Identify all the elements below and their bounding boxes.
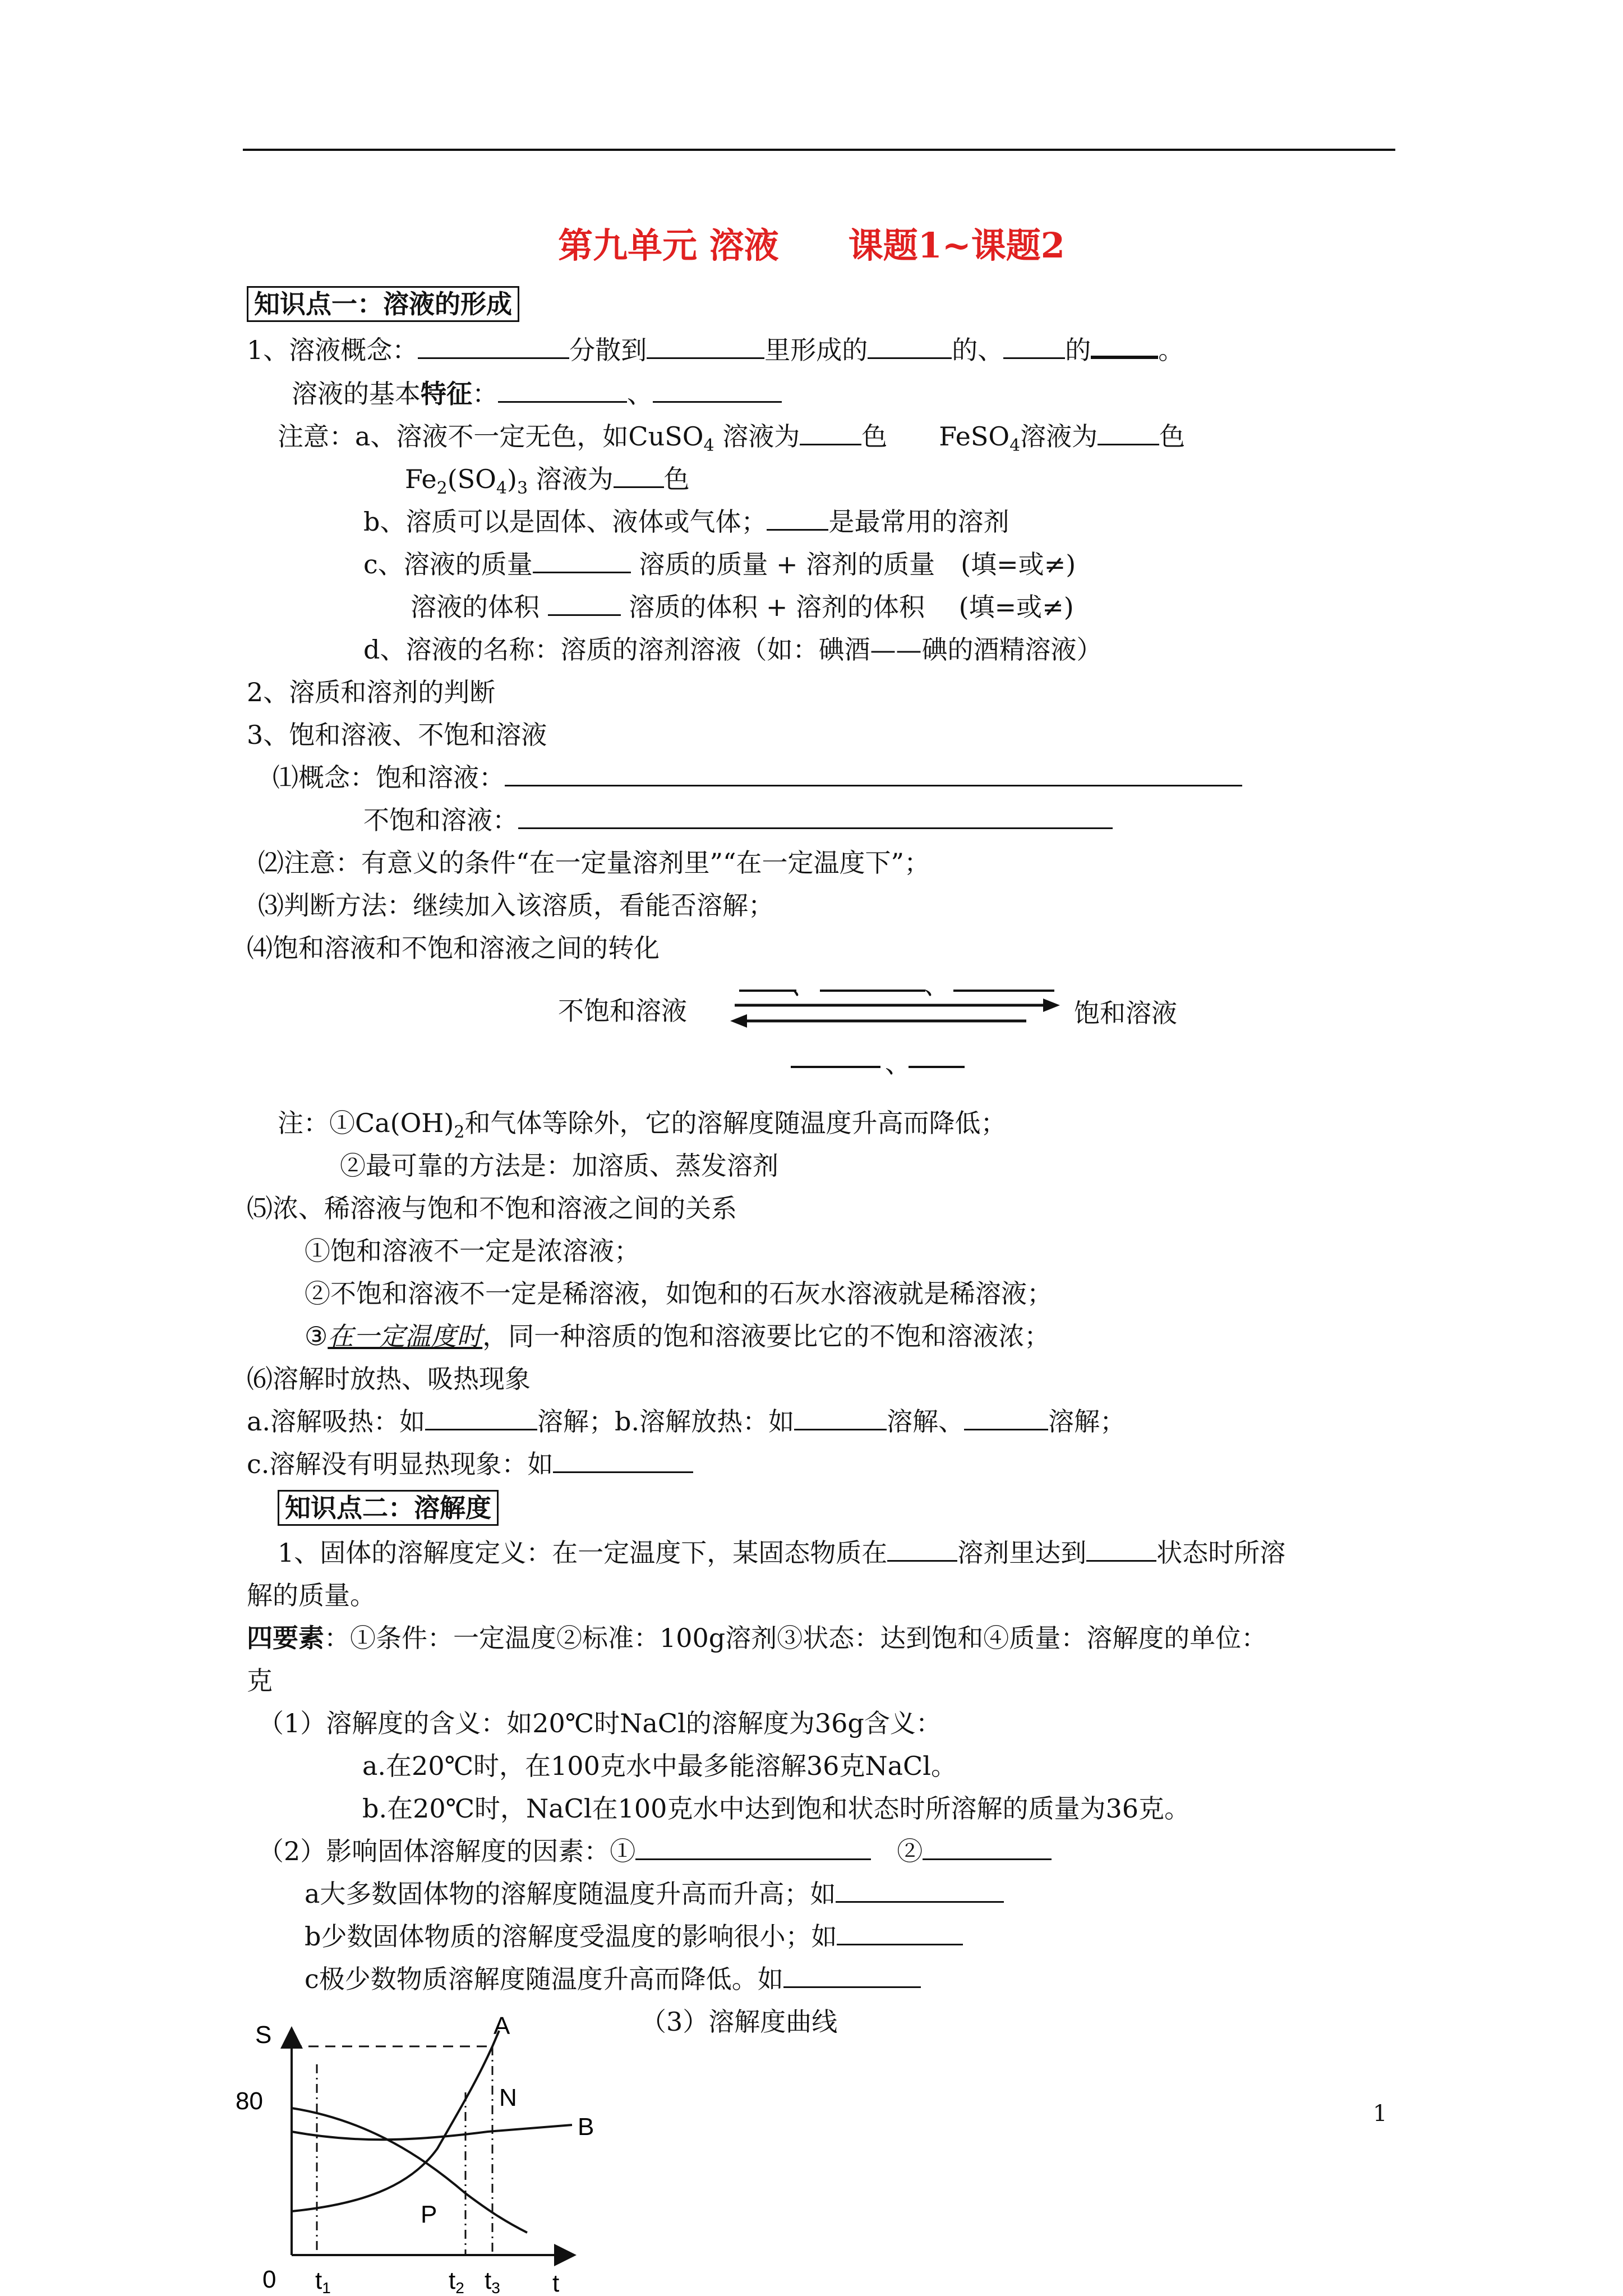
conversion-arrows — [723, 976, 1071, 1083]
line-note-a2 — [405, 462, 690, 505]
section-2-header: 知识点二：溶解度 — [278, 1490, 499, 1526]
text: c.溶解没有明显热现象：如 — [247, 1449, 554, 1479]
label-A: A — [494, 2012, 510, 2040]
blank[interactable] — [1091, 334, 1158, 359]
top-rule — [243, 149, 1395, 151]
blank[interactable] — [553, 1450, 693, 1473]
line-factor-a — [305, 1877, 1004, 1911]
section-1-header: 知识点一：溶液的形成 — [247, 286, 519, 322]
label-80: 80 — [236, 2087, 263, 2115]
text: 4 — [1009, 436, 1021, 456]
label-t1: t1 — [315, 2267, 331, 2294]
arrow-backward-head — [730, 1014, 747, 1028]
line-judge-method: ⑶判断方法：继续加入该溶质，看能否溶解； — [258, 890, 774, 921]
line-solute-solvent: 2、溶质和溶剂的判断 — [247, 677, 496, 707]
text: 的、 — [952, 335, 1004, 365]
blank[interactable] — [767, 508, 828, 531]
blank[interactable] — [653, 380, 782, 403]
line-note-1 — [278, 1106, 1006, 1149]
line-conc-relation: ⑸浓、稀溶液与饱和不饱和溶液之间的关系 — [247, 1193, 737, 1223]
text: 、 — [627, 379, 653, 409]
line-definition-1 — [278, 1536, 1285, 1570]
conv-right-label: 饱和溶液 — [1074, 998, 1177, 1028]
text: 溶液的基本 — [292, 379, 421, 409]
line-meaning-a: a.在20℃时，在100克水中最多能溶解36克NaCl。 — [362, 1751, 957, 1781]
blank[interactable] — [783, 1965, 921, 1988]
line-meaning-b: b.在20℃时，NaCl在100克水中达到饱和状态时所溶解的质量为36克。 — [362, 1793, 1190, 1824]
solubility-curve-graph — [224, 2008, 617, 2294]
blank[interactable] — [518, 806, 1113, 829]
text: 状态时所溶 — [1156, 1538, 1286, 1568]
conv-sep-3: 、 — [885, 1048, 911, 1079]
line-rel-1: ①饱和溶液不一定是浓溶液； — [305, 1236, 640, 1266]
curve-B — [292, 2125, 572, 2139]
line-heat-c — [247, 1447, 693, 1481]
text: b、溶质可以是固体、液体或气体； — [363, 507, 767, 537]
line-factors — [258, 1834, 1052, 1868]
blank[interactable] — [505, 763, 1242, 786]
page-title: 第九单元 溶液 课题1~课题2 — [558, 225, 1065, 266]
text: c极少数物质溶解度随温度升高而降低。如 — [305, 1964, 783, 1994]
text: 1、固体的溶解度定义：在一定温度下，某固态物质在 — [278, 1538, 888, 1568]
text: (SO — [447, 464, 496, 494]
text: 色 — [1159, 421, 1186, 452]
conv-sep-1: 、 — [791, 970, 817, 1000]
section-1-header-row — [247, 287, 519, 321]
text: （2）影响固体溶解度的因素：① — [258, 1836, 636, 1866]
text: b少数固体物质的溶解度受温度的影响很小；如 — [305, 1921, 837, 1952]
blank[interactable] — [923, 1837, 1052, 1860]
text: ) — [506, 464, 517, 494]
text: ② — [871, 1836, 923, 1866]
blank[interactable] — [647, 336, 764, 359]
blank[interactable] — [548, 593, 621, 616]
text: 注：①Ca(OH) — [278, 1108, 454, 1138]
line-rel-3 — [305, 1319, 1050, 1353]
text: 色 — [663, 464, 690, 494]
text: ： — [472, 379, 498, 409]
text: a大多数固体物的溶解度随温度升高而升高；如 — [305, 1879, 836, 1909]
line-curve-title: （3）溶解度曲线 — [640, 2007, 838, 2037]
text: ：①条件：一定温度②标准：100g溶剂③状态：达到饱和④质量：溶解度的单位： — [324, 1623, 1267, 1653]
line-gram: 克 — [247, 1665, 273, 1696]
text: c、溶液的质量 — [363, 549, 533, 579]
line-heat: ⑹溶解时放热、吸热现象 — [247, 1364, 531, 1394]
blank[interactable] — [837, 1922, 963, 1945]
arrow-forward-head — [1043, 999, 1060, 1012]
blank[interactable] — [964, 1407, 1048, 1430]
text: 溶液为 — [1020, 421, 1098, 452]
text: 的 — [1065, 335, 1091, 365]
label-t-axis: t — [552, 2270, 560, 2294]
label-t2: t2 — [449, 2267, 464, 2294]
line-basic-features — [292, 377, 782, 411]
text: ③ — [305, 1321, 328, 1351]
blank[interactable] — [418, 336, 569, 359]
text: 溶液为 — [528, 464, 614, 494]
label-P: P — [421, 2201, 437, 2228]
text: ，同一种溶质的饱和溶液要比它的不饱和溶液浓； — [482, 1321, 1050, 1351]
blank[interactable] — [533, 550, 631, 573]
text: 注意：a、溶液不一定无色，如CuSO — [278, 421, 704, 452]
text: 溶解； — [1048, 1406, 1126, 1437]
line-definition-2: 解的质量。 — [247, 1580, 376, 1611]
line-note-d: d、溶液的名称：溶质的溶剂溶液（如：碘酒——碘的酒精溶液） — [363, 634, 1103, 665]
conv-left-label: 不饱和溶液 — [558, 996, 687, 1026]
text: Fe — [405, 464, 437, 494]
blank[interactable] — [836, 1880, 1004, 1903]
line-note-a — [278, 420, 1185, 463]
text: 四要素 — [247, 1623, 324, 1653]
curve-A — [292, 2031, 499, 2211]
text: a.溶解吸热：如 — [247, 1406, 426, 1437]
text: 不饱和溶液： — [363, 805, 518, 835]
label-N: N — [499, 2084, 517, 2111]
line-conversion: ⑷饱和溶液和不饱和溶液之间的转化 — [247, 933, 660, 963]
emphasis-text: 在一定温度时 — [328, 1321, 483, 1351]
text: 3 — [517, 478, 528, 499]
text: 溶解、 — [887, 1406, 965, 1437]
blank[interactable] — [868, 336, 952, 359]
line-factor-b — [305, 1920, 963, 1953]
text: 分散到 — [569, 335, 647, 365]
page-number: 1 — [1373, 2101, 1387, 2127]
blank[interactable] — [794, 1407, 887, 1430]
line-note-c1 — [363, 547, 1076, 581]
text: 溶液的体积 — [411, 592, 548, 622]
line-solution-concept — [247, 333, 1184, 367]
line-meaning: （1）溶解度的含义：如20℃时NaCl的溶解度为36g含义： — [258, 1708, 942, 1738]
line-concept-unsaturated — [363, 803, 1113, 837]
text: ⑴概念：饱和溶液： — [273, 762, 505, 793]
line-heat-ab — [247, 1405, 1126, 1438]
line-saturated: 3、饱和溶液、不饱和溶液 — [247, 720, 547, 750]
text: 4 — [703, 436, 714, 456]
blank[interactable] — [1003, 336, 1065, 359]
blank[interactable] — [1098, 422, 1159, 445]
blank[interactable] — [800, 422, 861, 445]
blank[interactable] — [635, 1837, 871, 1860]
label-s: S — [255, 2021, 272, 2049]
blank[interactable] — [887, 1539, 957, 1562]
text: 溶解；b.溶解放热：如 — [537, 1406, 795, 1437]
text: 溶质的体积 + 溶剂的体积 (填=或≠) — [620, 592, 1074, 622]
text: 溶剂里达到 — [957, 1538, 1087, 1568]
text: 溶质的质量 + 溶剂的质量 (填=或≠) — [630, 549, 1076, 579]
text: 4 — [496, 478, 507, 499]
line-note-c2 — [411, 590, 1074, 624]
line-concept-saturated — [273, 761, 1242, 794]
line-factor-c — [305, 1962, 921, 1996]
line-note-b — [363, 505, 1009, 539]
line-four-elements — [247, 1621, 1267, 1655]
section-2-header-row — [278, 1491, 499, 1525]
text: 1、溶液概念： — [247, 335, 418, 365]
label-zero: 0 — [262, 2266, 276, 2293]
blank[interactable] — [425, 1407, 537, 1430]
text: 溶液为 — [714, 421, 800, 452]
label-t3: t3 — [485, 2267, 500, 2294]
text: 2 — [454, 1122, 465, 1143]
line-rel-2: ②不饱和溶液不一定是稀溶液，如饱和的石灰水溶液就是稀溶液； — [305, 1278, 1053, 1309]
blank[interactable] — [614, 465, 664, 488]
line-note-2: ②最可靠的方法是：加溶质、蒸发溶剂 — [340, 1151, 778, 1181]
text: 。 — [1158, 335, 1184, 365]
blank[interactable] — [498, 380, 627, 403]
text: 特征 — [421, 379, 472, 409]
text: 和气体等除外，它的溶解度随温度升高而降低； — [464, 1108, 1007, 1138]
text: 是最常用的溶剂 — [828, 507, 1009, 537]
conv-sep-2: 、 — [924, 970, 949, 1000]
text: 里形成的 — [764, 335, 868, 365]
label-B: B — [578, 2113, 594, 2141]
text: 2 — [436, 478, 448, 499]
blank[interactable] — [1086, 1539, 1156, 1562]
line-note-conditions: ⑵注意：有意义的条件“在一定量溶剂里”“在一定温度下”； — [258, 848, 930, 878]
text: 色 FeSO — [861, 421, 1010, 452]
